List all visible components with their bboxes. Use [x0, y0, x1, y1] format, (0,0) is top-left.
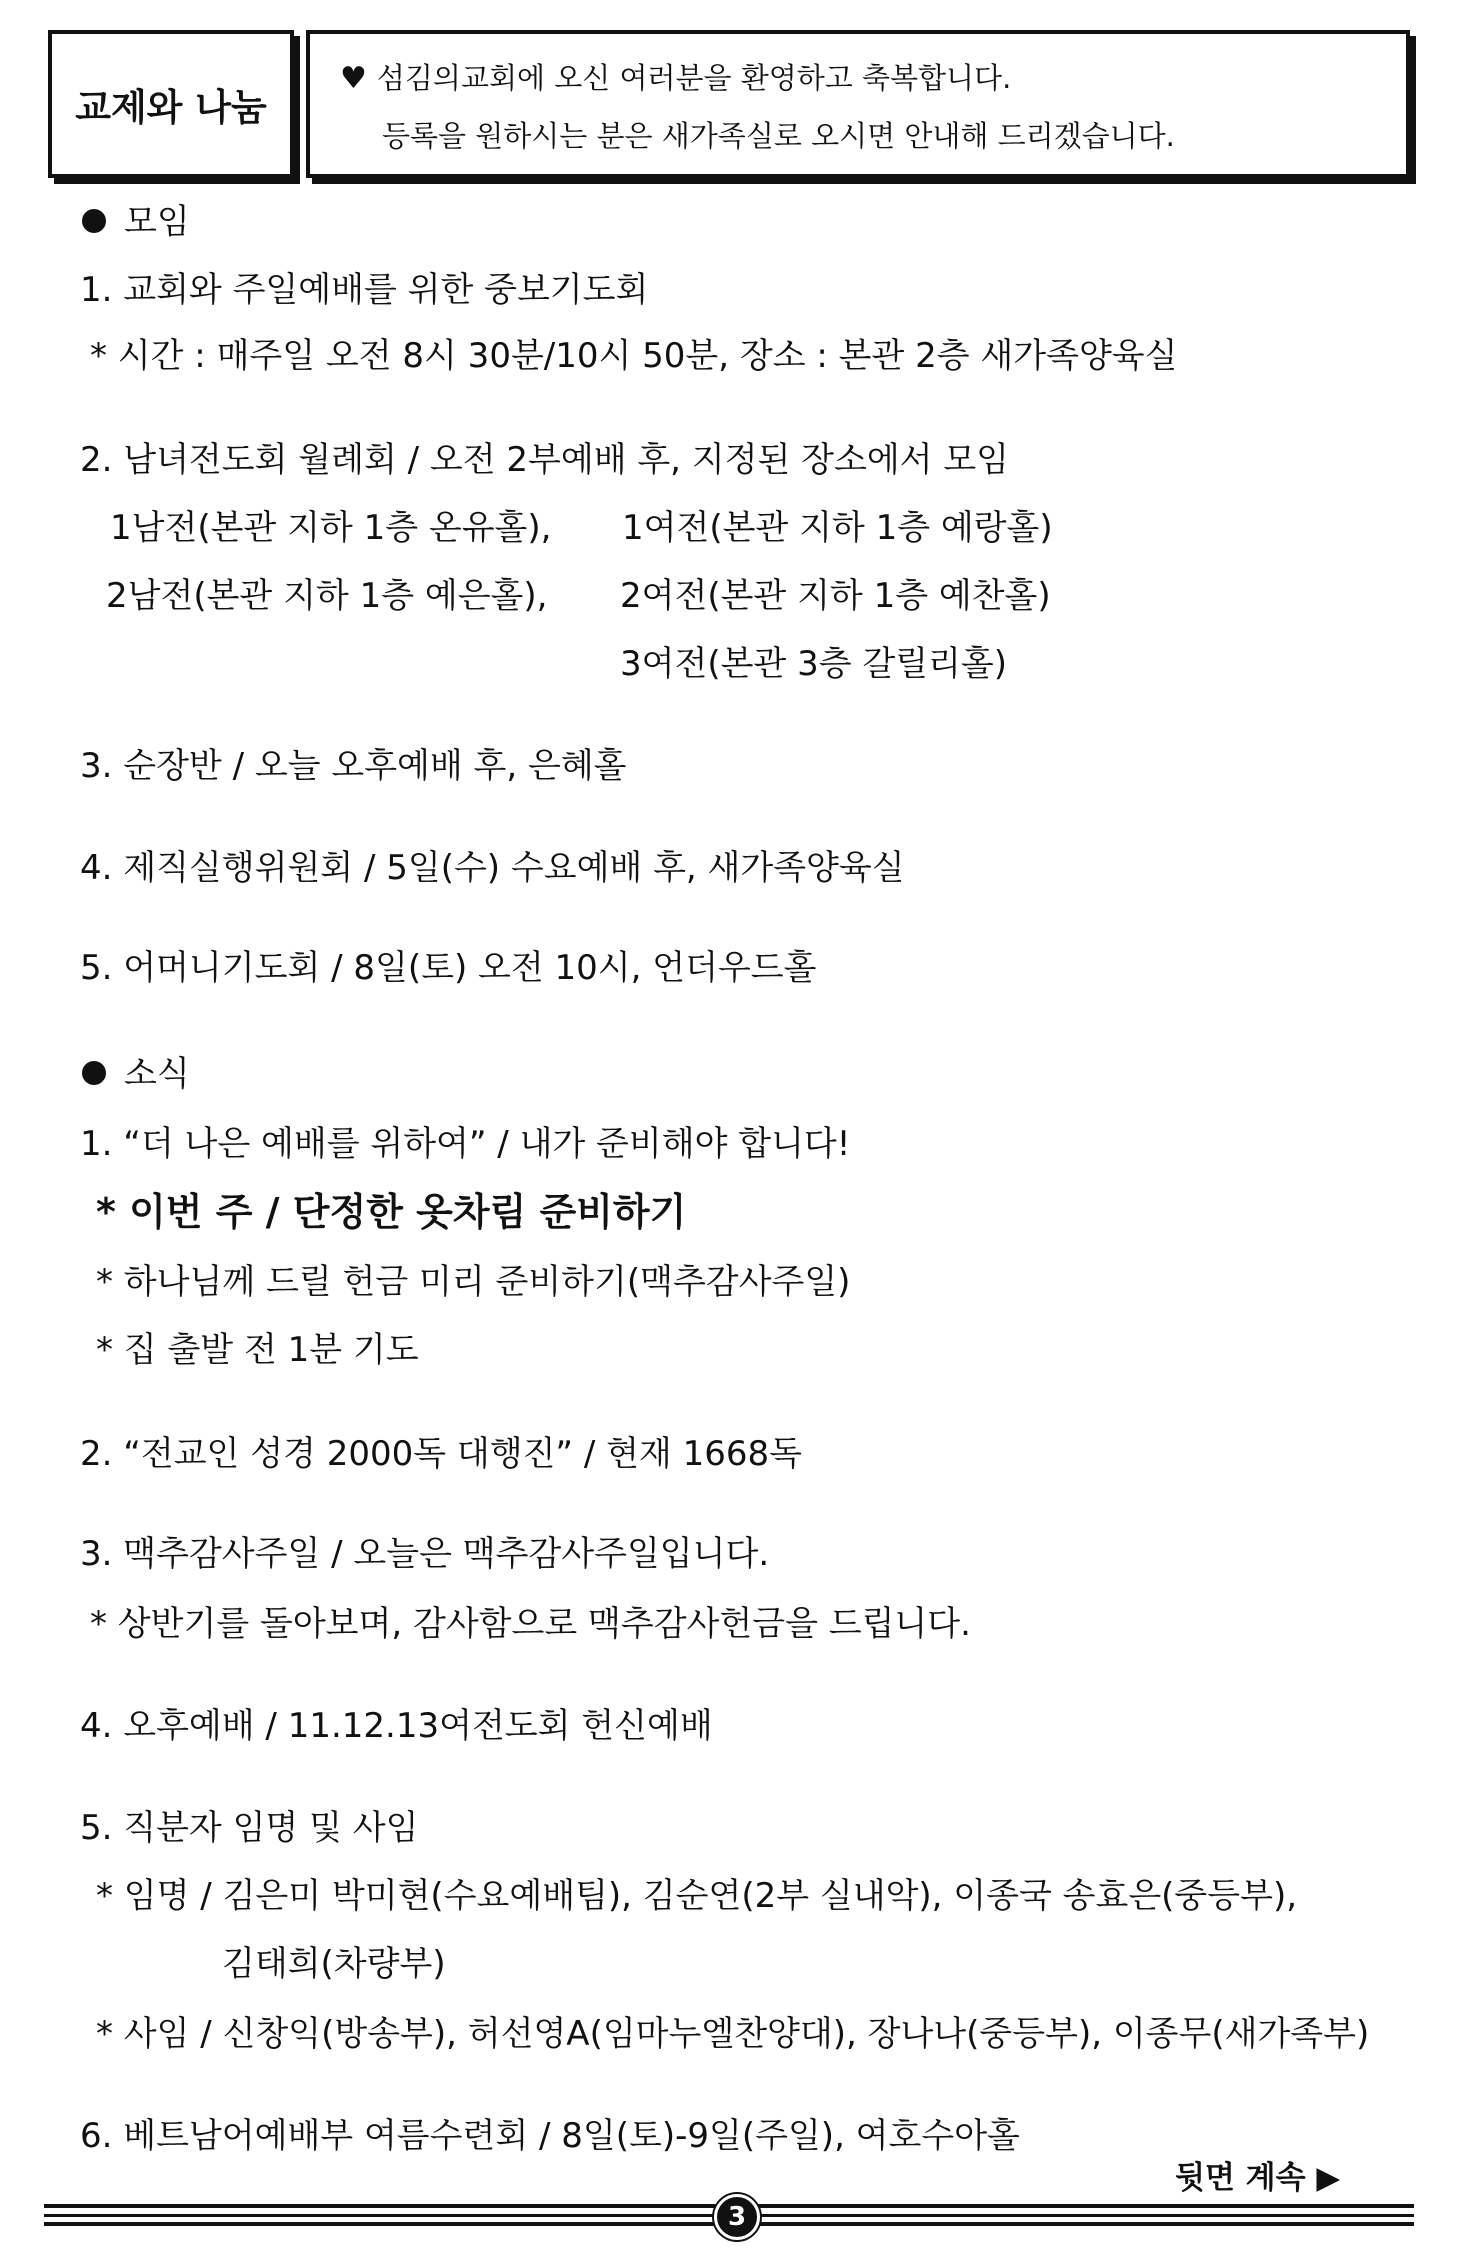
news-item-4: 4. 오후예배 / 11.12.13여전도회 헌신예배: [80, 1706, 713, 1746]
news-item-5-b: * 사임 / 신창익(방송부), 허선영A(임마누엘찬양대), 장나나(중등부), 이종무(새가족부): [96, 2014, 1370, 2054]
news-heading: [82, 1054, 190, 1094]
meeting-item-5: 5. 어머니기도회 / 8일(토) 오전 10시, 언더우드홀: [80, 948, 817, 988]
welcome-box: [306, 30, 1410, 178]
meeting-item-2-women-2: 2여전(본관 지하 1층 예찬홀): [620, 576, 1051, 616]
meeting-item-3: 3. 순장반 / 오늘 오후예배 후, 은혜홀: [80, 746, 627, 786]
meeting-item-2-men-2: 2남전(본관 지하 1층 예은홀),: [106, 576, 548, 616]
news-item-2: 2. “전교인 성경 2000독 대행진” / 현재 1668독: [80, 1434, 802, 1474]
news-item-1: 1. “더 나은 예배를 위하여” / 내가 준비해야 합니다!: [80, 1124, 851, 1164]
news-item-1-c: * 집 출발 전 1분 기도: [96, 1330, 419, 1370]
welcome-line-2: 등록을 원하시는 분은 새가족실로 오시면 안내해 드리겠습니다.: [382, 119, 1175, 153]
heart-icon: ♥: [340, 61, 367, 96]
news-heading-text: 소식: [124, 1054, 190, 1094]
continue-label: 뒷면 계속 ▶: [1175, 2160, 1341, 2196]
news-item-6: 6. 베트남어예배부 여름수련회 / 8일(토)-9일(주일), 여호수아홀: [80, 2116, 1020, 2156]
news-item-1-b: * 하나님께 드릴 헌금 미리 준비하기(맥추감사주일): [96, 1262, 851, 1302]
meeting-item-1-detail: * 시간 : 매주일 오전 8시 30분/10시 50분, 장소 : 본관 2층 새가족양육실: [90, 336, 1178, 376]
news-item-3: 3. 맥추감사주일 / 오늘은 맥추감사주일입니다.: [80, 1534, 770, 1574]
meetings-heading-text: 모임: [124, 202, 190, 242]
bullet-icon: [82, 209, 106, 233]
page-number-badge: 3: [714, 2194, 760, 2240]
welcome-line-1: [340, 60, 1011, 97]
meeting-item-2: 2. 남녀전도회 월례회 / 오전 2부예배 후, 지정된 장소에서 모임: [80, 440, 1010, 480]
news-item-5-a: * 임명 / 김은미 박미현(수요예배팀), 김순연(2부 실내악), 이종국 송효은(중등부),: [96, 1876, 1298, 1916]
meetings-heading: [82, 202, 190, 242]
meeting-item-2-women-1: 1여전(본관 지하 1층 예랑홀): [622, 508, 1053, 548]
news-item-3-detail: * 상반기를 돌아보며, 감사함으로 맥추감사헌금을 드립니다.: [90, 1604, 971, 1644]
news-item-5-a-cont: 김태희(차량부): [222, 1944, 446, 1984]
section-title-box: [48, 30, 294, 178]
meeting-item-2-women-3: 3여전(본관 3층 갈릴리홀): [620, 644, 1008, 684]
meeting-item-2-men-1: 1남전(본관 지하 1층 온유홀),: [110, 508, 552, 548]
section-title: 교제와 나눔: [75, 86, 267, 129]
news-item-5: 5. 직분자 임명 및 사임: [80, 1808, 419, 1848]
meeting-item-4: 4. 제직실행위원회 / 5일(수) 수요예배 후, 새가족양육실: [80, 848, 905, 888]
welcome-text-1: 섬김의교회에 오신 여러분을 환영하고 축복합니다.: [376, 61, 1012, 95]
bullet-icon: [82, 1061, 106, 1085]
meeting-item-1: 1. 교회와 주일예배를 위한 중보기도회: [80, 270, 649, 310]
news-item-1-a: * 이번 주 / 단정한 옷차림 준비하기: [96, 1190, 687, 1234]
